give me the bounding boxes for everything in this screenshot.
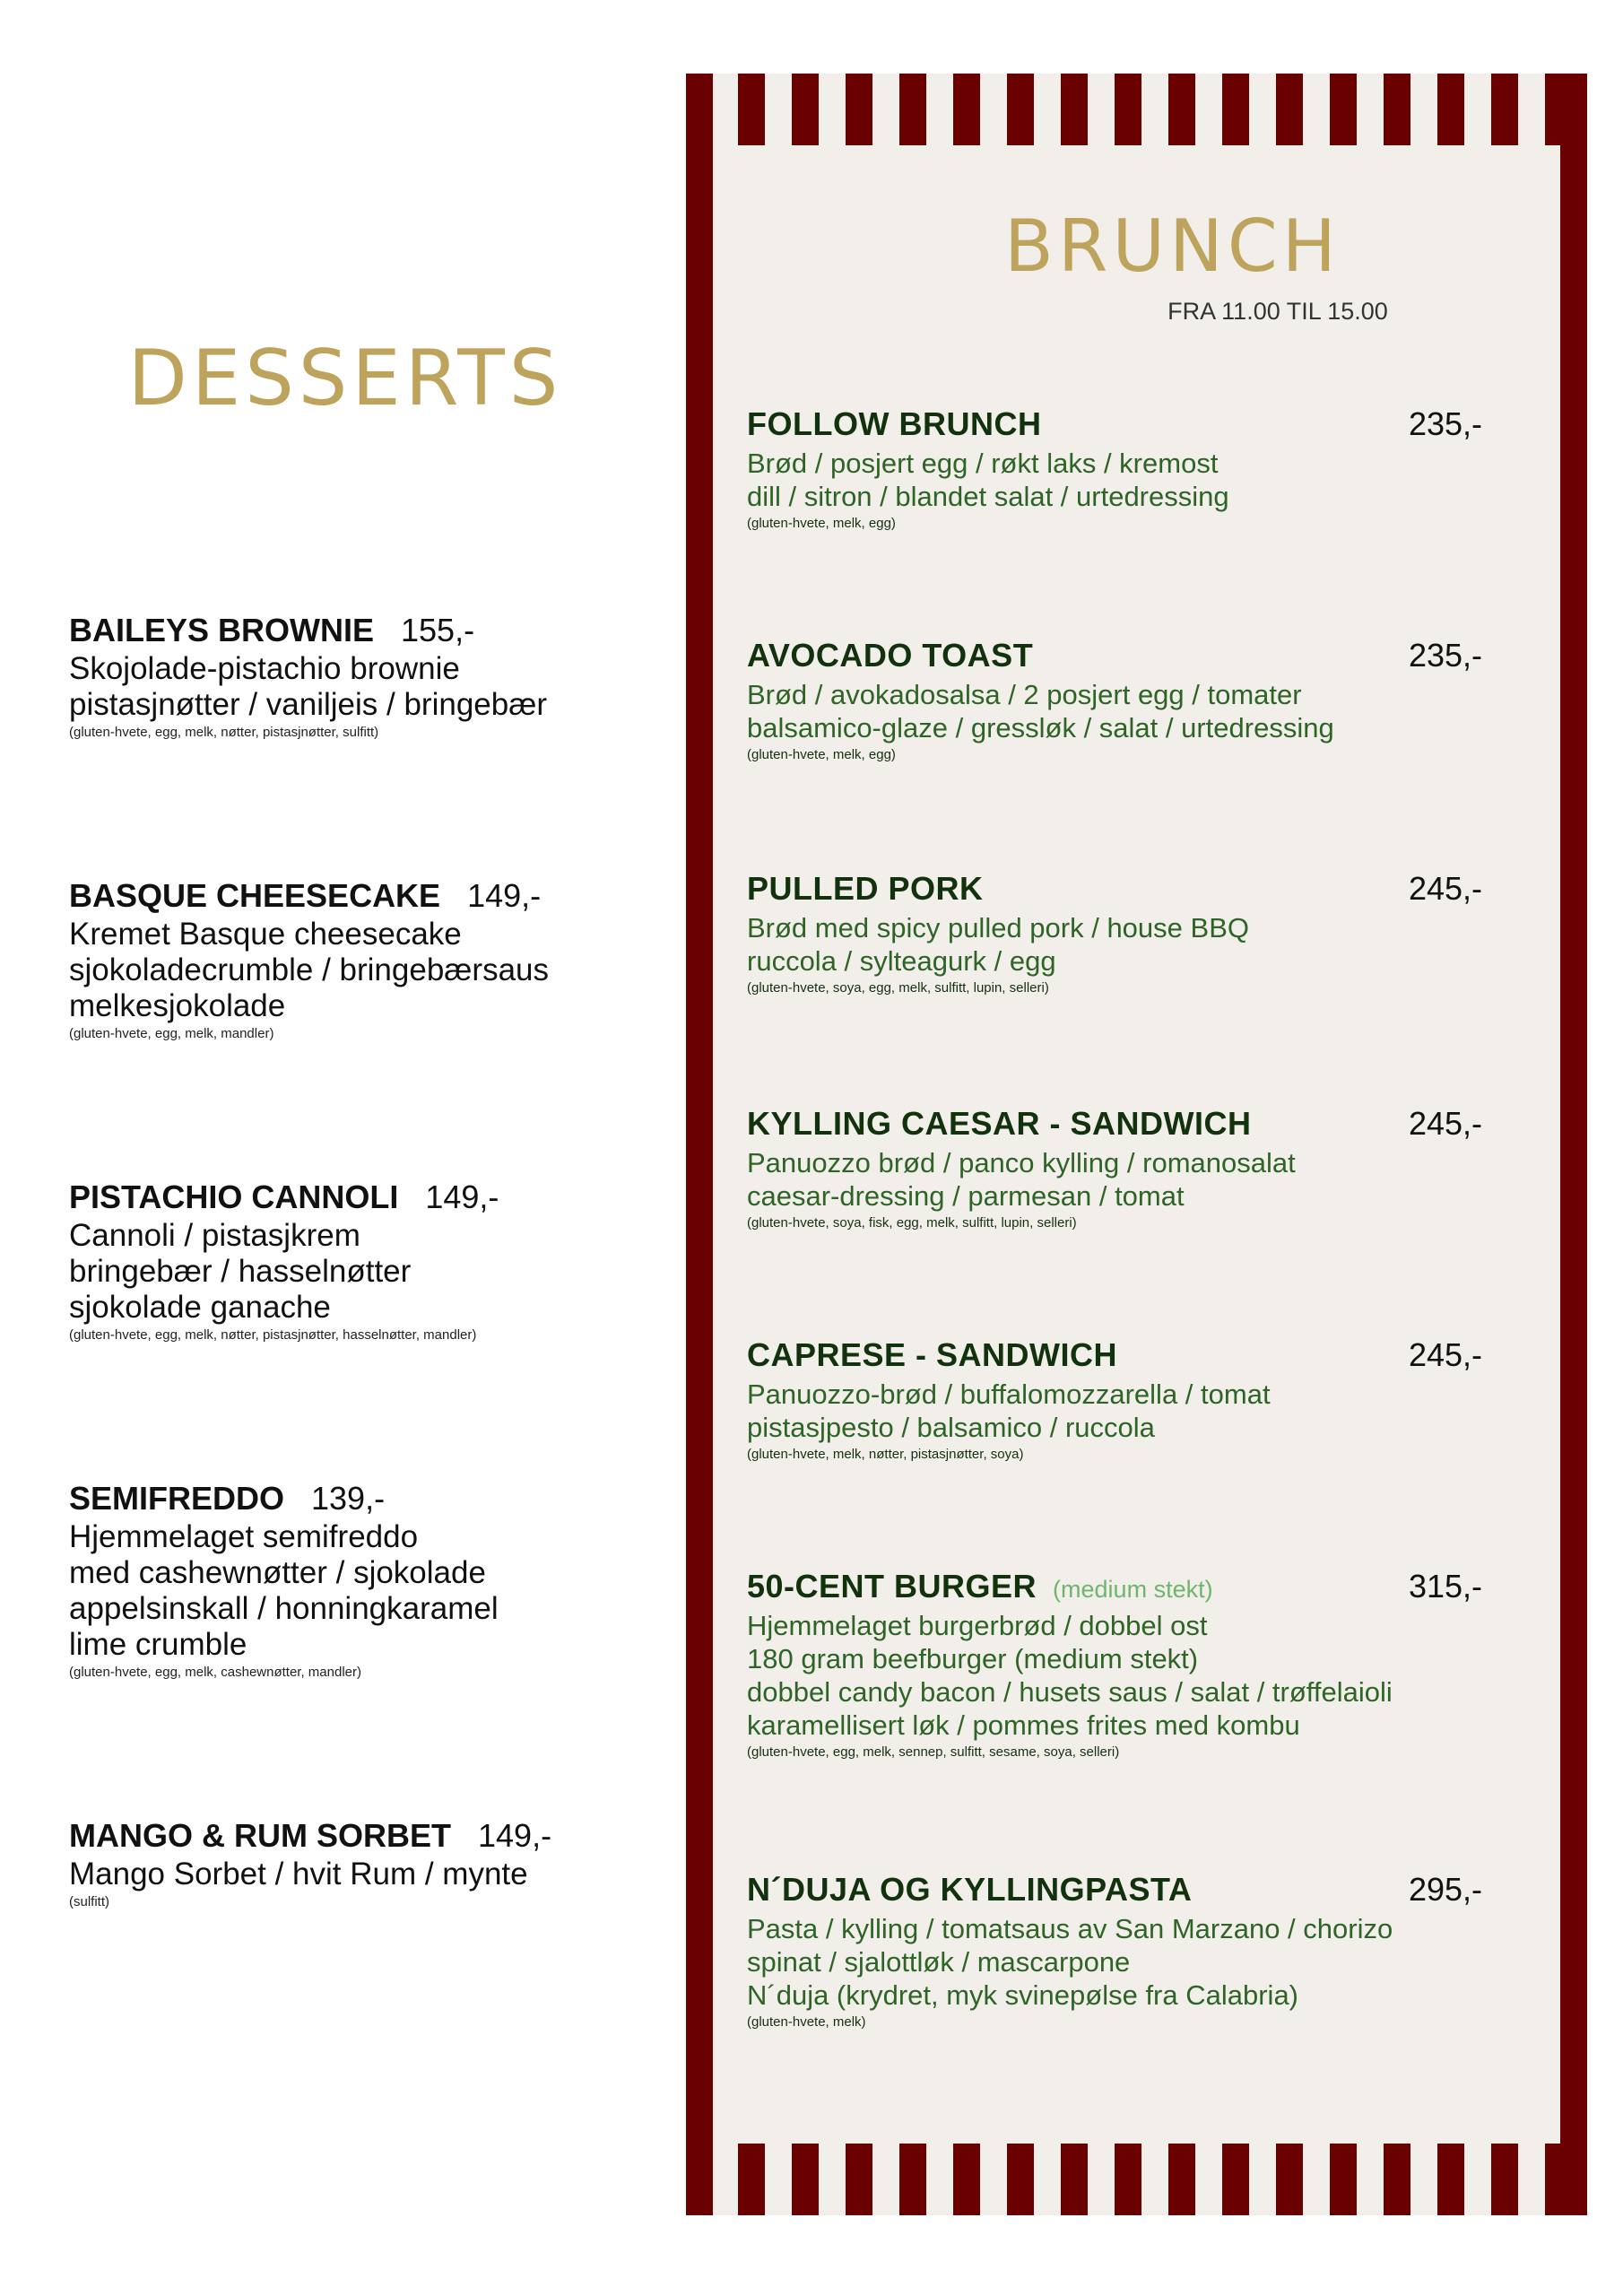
brunch-item-description: N´duja (krydret, myk svinepølse fra Calabria) — [747, 1979, 1299, 2011]
dessert-description: med cashewnøtter / sjokolade — [69, 1555, 486, 1590]
dessert-allergens: (gluten-hvete, egg, melk, nøtter, pistasjnøtter, hasselnøtter, mandler) — [69, 1327, 477, 1343]
brunch-item — [747, 870, 1482, 999]
brunch-item-description: dill / sitron / blandet salat / urtedressing — [747, 481, 1229, 512]
dessert-description: bringebær / hasselnøtter — [69, 1254, 412, 1289]
brunch-item-allergens: (gluten-hvete, melk) — [747, 2014, 866, 2030]
dessert-item — [69, 1177, 643, 1345]
brunch-item — [747, 1336, 1482, 1465]
dessert-item — [69, 1478, 643, 1683]
dessert-price: 149,- — [478, 1817, 552, 1854]
dessert-allergens: (gluten-hvete, egg, melk, cashewnøtter, mandler) — [69, 1665, 361, 1680]
brunch-item-price: 245,- — [1408, 1105, 1482, 1142]
brunch-hours: FRA 11.00 TIL 15.00 — [1167, 298, 1388, 325]
brunch-item-description: balsamico-glaze / gressløk / salat / urtedressing — [747, 712, 1334, 744]
dessert-name: MANGO & RUM SORBET — [69, 1817, 451, 1854]
brunch-item-note: (medium stekt) — [1053, 1576, 1213, 1603]
dessert-price: 155,- — [401, 612, 475, 648]
brunch-item-allergens: (gluten-hvete, melk, egg) — [747, 516, 896, 531]
dessert-allergens: (gluten-hvete, egg, melk, nøtter, pistasjnøtter, sulfitt) — [69, 725, 379, 740]
stripe-border-top — [738, 74, 1581, 145]
brunch-item-description: pistasjpesto / balsamico / ruccola — [747, 1412, 1155, 1443]
panel-border-left — [686, 74, 713, 2215]
brunch-item-description: dobbel candy bacon / husets saus / salat / trøffelaioli — [747, 1676, 1393, 1708]
dessert-description: pistasjnøtter / vaniljeis / bringebær — [69, 687, 547, 722]
brunch-item-allergens: (gluten-hvete, soya, fisk, egg, melk, sulfitt, lupin, selleri) — [747, 1215, 1077, 1231]
dessert-description: sjokoladecrumble / bringebærsaus — [69, 952, 549, 987]
panel-border-right — [1560, 74, 1587, 2215]
dessert-allergens: (sulfitt) — [69, 1894, 109, 1909]
brunch-item-name: PULLED PORK — [747, 870, 984, 907]
brunch-title: BRUNCH — [1004, 204, 1341, 288]
brunch-item-allergens: (gluten-hvete, melk, egg) — [747, 747, 896, 762]
brunch-item-name: 50-CENT BURGER — [747, 1568, 1037, 1605]
dessert-price: 139,- — [311, 1480, 386, 1517]
dessert-name: BASQUE CHEESECAKE — [69, 877, 441, 914]
brunch-item-description: Brød med spicy pulled pork / house BBQ — [747, 912, 1249, 944]
dessert-allergens: (gluten-hvete, egg, melk, mandler) — [69, 1026, 274, 1041]
brunch-item-name: AVOCADO TOAST — [747, 637, 1034, 674]
brunch-item-price: 245,- — [1408, 1336, 1482, 1373]
brunch-item — [747, 1105, 1482, 1234]
dessert-item — [69, 1815, 643, 1912]
brunch-item-description: spinat / sjalottløk / mascarpone — [747, 1946, 1131, 1978]
dessert-description: Hjemmelaget semifreddo — [69, 1519, 419, 1554]
dessert-item — [69, 875, 643, 1044]
brunch-item-description: Panuozzo-brød / buffalomozzarella / tomat — [747, 1378, 1271, 1410]
brunch-item-description: Panuozzo brød / panco kylling / romanosalat — [747, 1147, 1296, 1178]
brunch-item-name: KYLLING CAESAR - SANDWICH — [747, 1105, 1252, 1142]
brunch-item-description: 180 gram beefburger (medium stekt) — [747, 1643, 1199, 1674]
brunch-item-name: N´DUJA OG KYLLINGPASTA — [747, 1871, 1193, 1908]
dessert-description: Mango Sorbet / hvit Rum / mynte — [69, 1857, 528, 1892]
dessert-name: SEMIFREDDO — [69, 1480, 285, 1517]
brunch-item-price: 245,- — [1408, 870, 1482, 907]
stripe-border-bottom — [738, 2144, 1581, 2215]
brunch-item — [747, 637, 1482, 766]
brunch-item-description: Hjemmelaget burgerbrød / dobbel ost — [747, 1610, 1208, 1641]
dessert-description: Skojolade-pistachio brownie — [69, 651, 460, 686]
dessert-description: Kremet Basque cheesecake — [69, 917, 462, 952]
brunch-item-name: FOLLOW BRUNCH — [747, 405, 1042, 442]
brunch-item-description: ruccola / sylteagurk / egg — [747, 945, 1056, 977]
dessert-price: 149,- — [425, 1178, 499, 1215]
brunch-item-price: 235,- — [1408, 405, 1482, 442]
brunch-item-allergens: (gluten-hvete, soya, egg, melk, sulfitt, lupin, selleri) — [747, 980, 1049, 996]
brunch-item-description: Pasta / kylling / tomatsaus av San Marzano / chorizo — [747, 1913, 1393, 1944]
brunch-item — [747, 405, 1482, 535]
brunch-item — [747, 1871, 1482, 2033]
dessert-name: PISTACHIO CANNOLI — [69, 1178, 399, 1215]
brunch-item-price: 315,- — [1408, 1568, 1482, 1605]
brunch-item — [747, 1568, 1482, 1763]
brunch-item-price: 295,- — [1408, 1871, 1482, 1908]
dessert-description: Cannoli / pistasjkrem — [69, 1218, 360, 1253]
brunch-item-name: CAPRESE - SANDWICH — [747, 1336, 1118, 1373]
dessert-name: BAILEYS BROWNIE — [69, 612, 375, 648]
dessert-price: 149,- — [467, 877, 542, 914]
dessert-description: appelsinskall / honningkaramel — [69, 1591, 499, 1626]
brunch-item-price: 235,- — [1408, 637, 1482, 674]
brunch-item-description: Brød / posjert egg / røkt laks / kremost — [747, 448, 1219, 479]
dessert-description: sjokolade ganache — [69, 1290, 331, 1325]
brunch-item-allergens: (gluten-hvete, melk, nøtter, pistasjnøtter, soya) — [747, 1447, 1024, 1462]
dessert-description: lime crumble — [69, 1627, 247, 1662]
desserts-title: DESSERTS — [127, 334, 563, 423]
brunch-item-description: Brød / avokadosalsa / 2 posjert egg / tomater — [747, 679, 1302, 710]
dessert-description: melkesjokolade — [69, 988, 286, 1023]
brunch-item-allergens: (gluten-hvete, egg, melk, sennep, sulfitt, sesame, soya, selleri) — [747, 1744, 1120, 1760]
dessert-item — [69, 610, 643, 743]
brunch-item-description: caesar-dressing / parmesan / tomat — [747, 1180, 1185, 1212]
brunch-item-description: karamellisert løk / pommes frites med kombu — [747, 1709, 1300, 1741]
